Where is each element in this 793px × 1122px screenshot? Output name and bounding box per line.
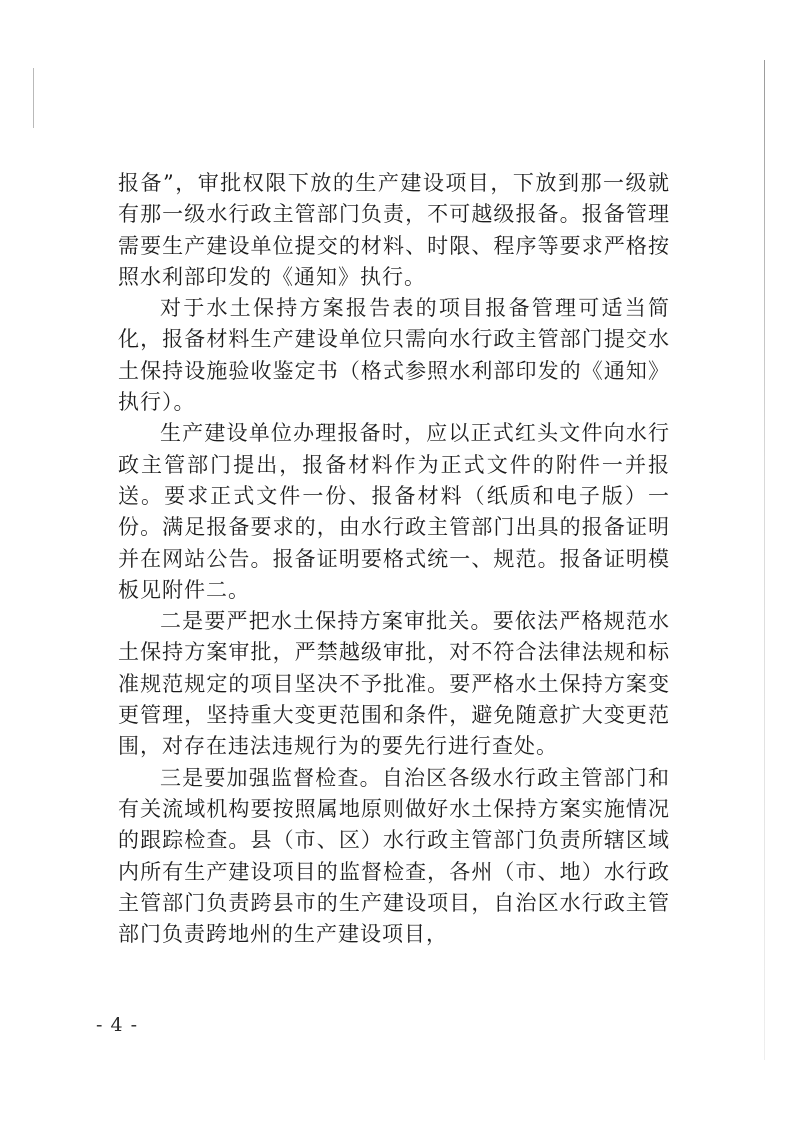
scan-edge-right bbox=[764, 60, 765, 1060]
paragraph-2: 对于水土保持方案报告表的项目报备管理可适当简化，报备材料生产建设单位只需向水行政主管部门提交水土保持设施验收鉴定书（格式参照水利部印发的《通知》执行）。 bbox=[118, 296, 670, 415]
paragraph-4: 二是要严把水土保持方案审批关。要依法严格规范水土保持方案审批，严禁越级审批，对不符合法律法规和标准规范规定的项目坚决不予批准。要严格水土保持方案变更管理，坚持重大变更范围和条件，避免随意扩大变更范围，对存在违法违规行为的要先行进行查处。 bbox=[118, 609, 670, 759]
document-body bbox=[118, 168, 670, 950]
page-number: - 4 - bbox=[96, 1014, 139, 1036]
scan-edge-left bbox=[33, 68, 34, 128]
paragraph-1: 报备”，审批权限下放的生产建设项目，下放到那一级就有那一级水行政主管部门负责，不可越级报备。报备管理需要生产建设单位提交的材料、时限、程序等要求严格按照水利部印发的《通知》执行。 bbox=[118, 171, 670, 289]
paragraph-3: 生产建设单位办理报备时，应以正式红头文件向水行政主管部门提出，报备材料作为正式文件的附件一并报送。要求正式文件一份、报备材料（纸质和电子版）一份。满足报备要求的，由水行政主管部门出具的报备证明并在网站公告。报备证明要格式统一、规范。报备证明模板见附件二。 bbox=[118, 421, 670, 602]
paragraph-5: 三是要加强监督检查。自治区各级水行政主管部门和有关流域机构要按照属地原则做好水土保持方案实施情况的跟踪检查。县（市、区）水行政主管部门负责所辖区域内所有生产建设项目的监督检查，各州（市、地）水行政主管部门负责跨县市的生产建设项目，自治区水行政主管部门负责跨地州的生产建设项目， bbox=[118, 765, 670, 947]
